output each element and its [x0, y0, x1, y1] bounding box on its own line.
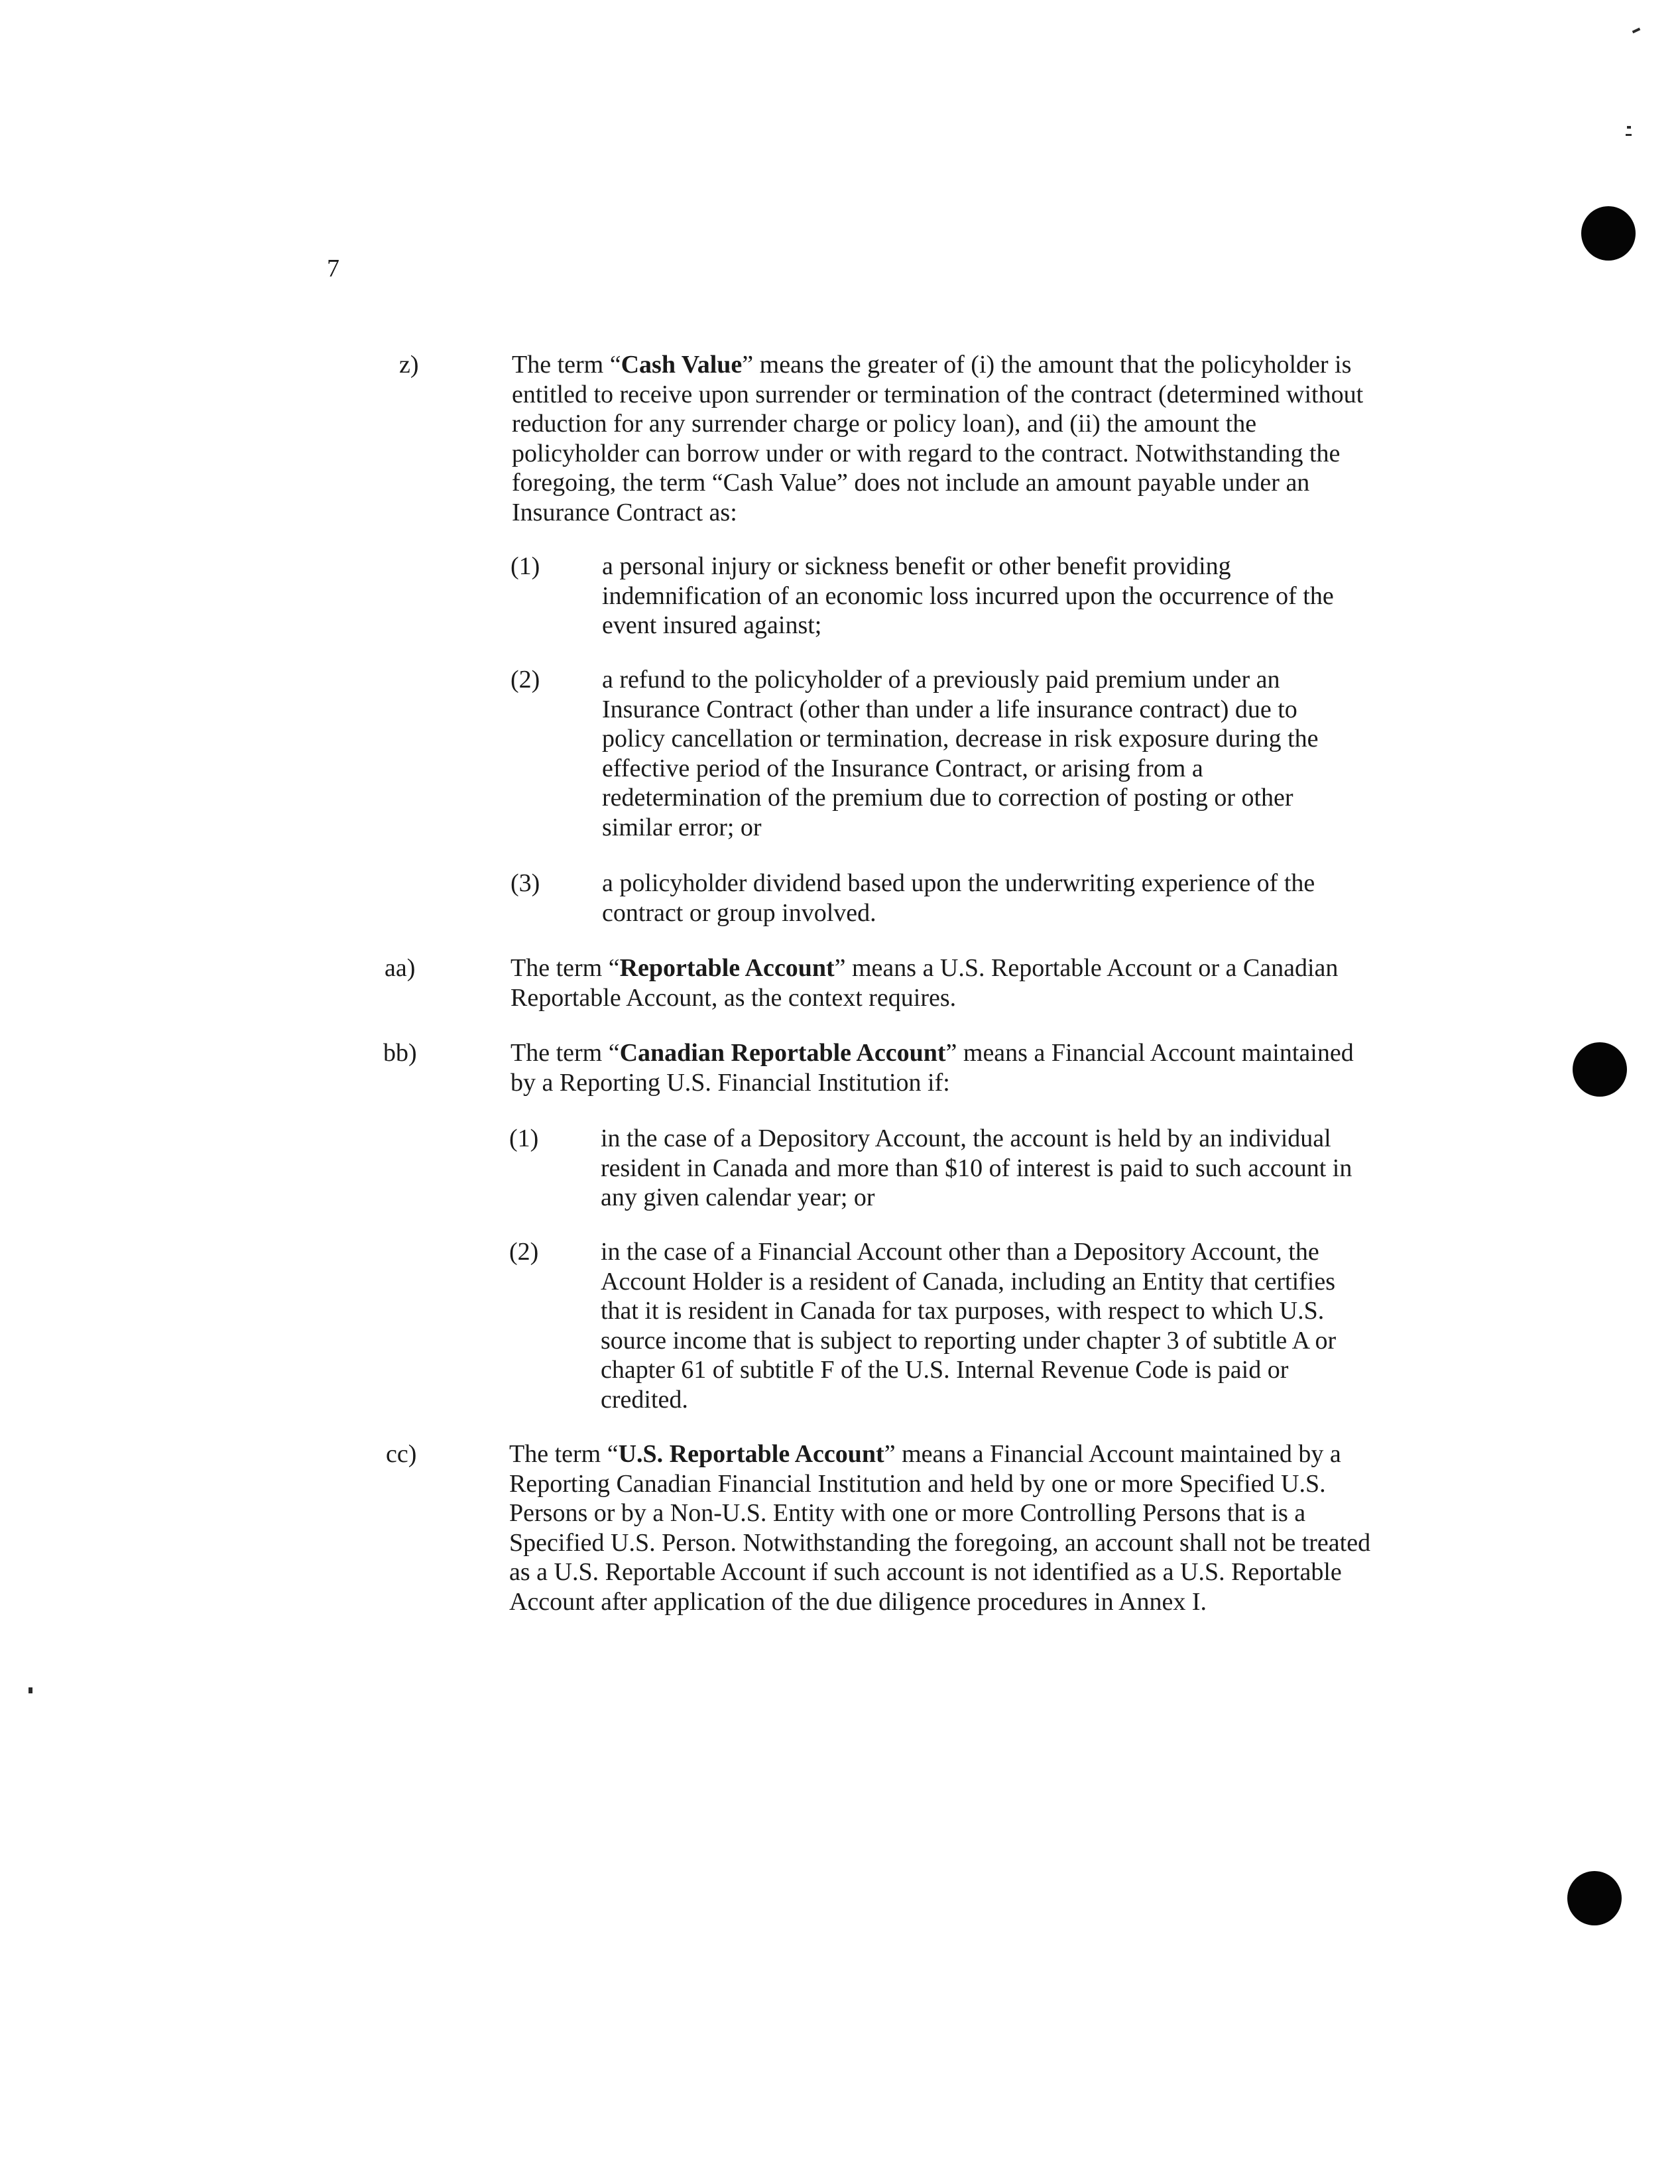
subitem-text: a refund to the policyholder of a previously paid premium under an Insurance Contract (other than under a life insurance contract) due to policy cancellation or termination, decrease in risk exposure during the effective period of the Insurance Contract, or arising from a redetermination of the premium due to correction of posting or other similar error; or [602, 666, 1319, 841]
definition-text: The term “Cash Value” means the greater of (i) the amount that the policyholder is entitled to receive upon surrender or termination of the contract (determined without reduction for any surrender charge or policy loan), and (ii) the amount the policyholder can borrow under or with regard to the contract. Notwithstanding the foregoing, the term “Cash Value” does not include an amount payable under an Insurance Contract as: [512, 351, 1364, 526]
definition-text: The term “U.S. Reportable Account” means a Financial Account maintained by a Reporting Canadian Financial Institution and held by one or more Specified U.S. Persons or by a Non-U.S. Entity with one or more Controlling Persons that is a Specified U.S. Person. Notwithstanding the foregoing, an account shall not be treated as a U.S. Reportable Account if such account is not identified as a U.S. Reportable Account after application of the due diligence procedures in Annex I. [509, 1440, 1371, 1616]
subitem-number: (2) [510, 666, 540, 694]
defined-term: Canadian Reportable Account [619, 1039, 946, 1067]
scan-speck [1626, 134, 1632, 136]
punch-hole-bottom [1567, 1871, 1622, 1925]
defined-term: Cash Value [621, 351, 743, 379]
page-number: 7 [327, 255, 339, 282]
definition-label: z) [399, 351, 419, 379]
definition-text: The term “Reportable Account” means a U.S. Reportable Account or a Canadian Reportable Account, as the context requires. [510, 954, 1339, 1012]
subitem-number: (3) [510, 869, 540, 897]
punch-hole-middle [1573, 1042, 1627, 1097]
scan-speck [29, 1687, 32, 1693]
subitem-number: (1) [510, 552, 540, 580]
definition-text: The term “Canadian Reportable Account” means a Financial Account maintained by a Reporting U.S. Financial Institution if: [510, 1039, 1354, 1097]
scan-speck [1627, 126, 1631, 129]
subitem-number: (1) [509, 1124, 539, 1152]
definition-label: bb) [383, 1039, 417, 1067]
subitem-text: in the case of a Financial Account other than a Depository Account, the Account Holder is a resident of Canada, including an Entity that certifies that it is resident in Canada for tax purposes, with respect to which U.S. source income that is subject to reporting under chapter 3 of subtitle A or chapter 61 of subtitle F of the U.S. Internal Revenue Code is paid or credited. [601, 1238, 1337, 1414]
subitem-number: (2) [509, 1238, 539, 1266]
definition-label: aa) [385, 954, 416, 982]
defined-term: U.S. Reportable Account [618, 1440, 884, 1468]
subitem-text: a personal injury or sickness benefit or other benefit providing indemnification of an economic loss incurred upon the occurrence of the event insured against; [602, 552, 1334, 639]
scan-speck [1632, 28, 1641, 34]
subitem-text: in the case of a Depository Account, the account is held by an individual resident in Canada and more than $10 of interest is paid to such account in any given calendar year; or [601, 1124, 1352, 1211]
subitem-text: a policyholder dividend based upon the underwriting experience of the contract or group involved. [602, 869, 1315, 927]
definition-label: cc) [386, 1440, 417, 1468]
defined-term: Reportable Account [619, 954, 835, 982]
punch-hole-top [1581, 206, 1636, 261]
